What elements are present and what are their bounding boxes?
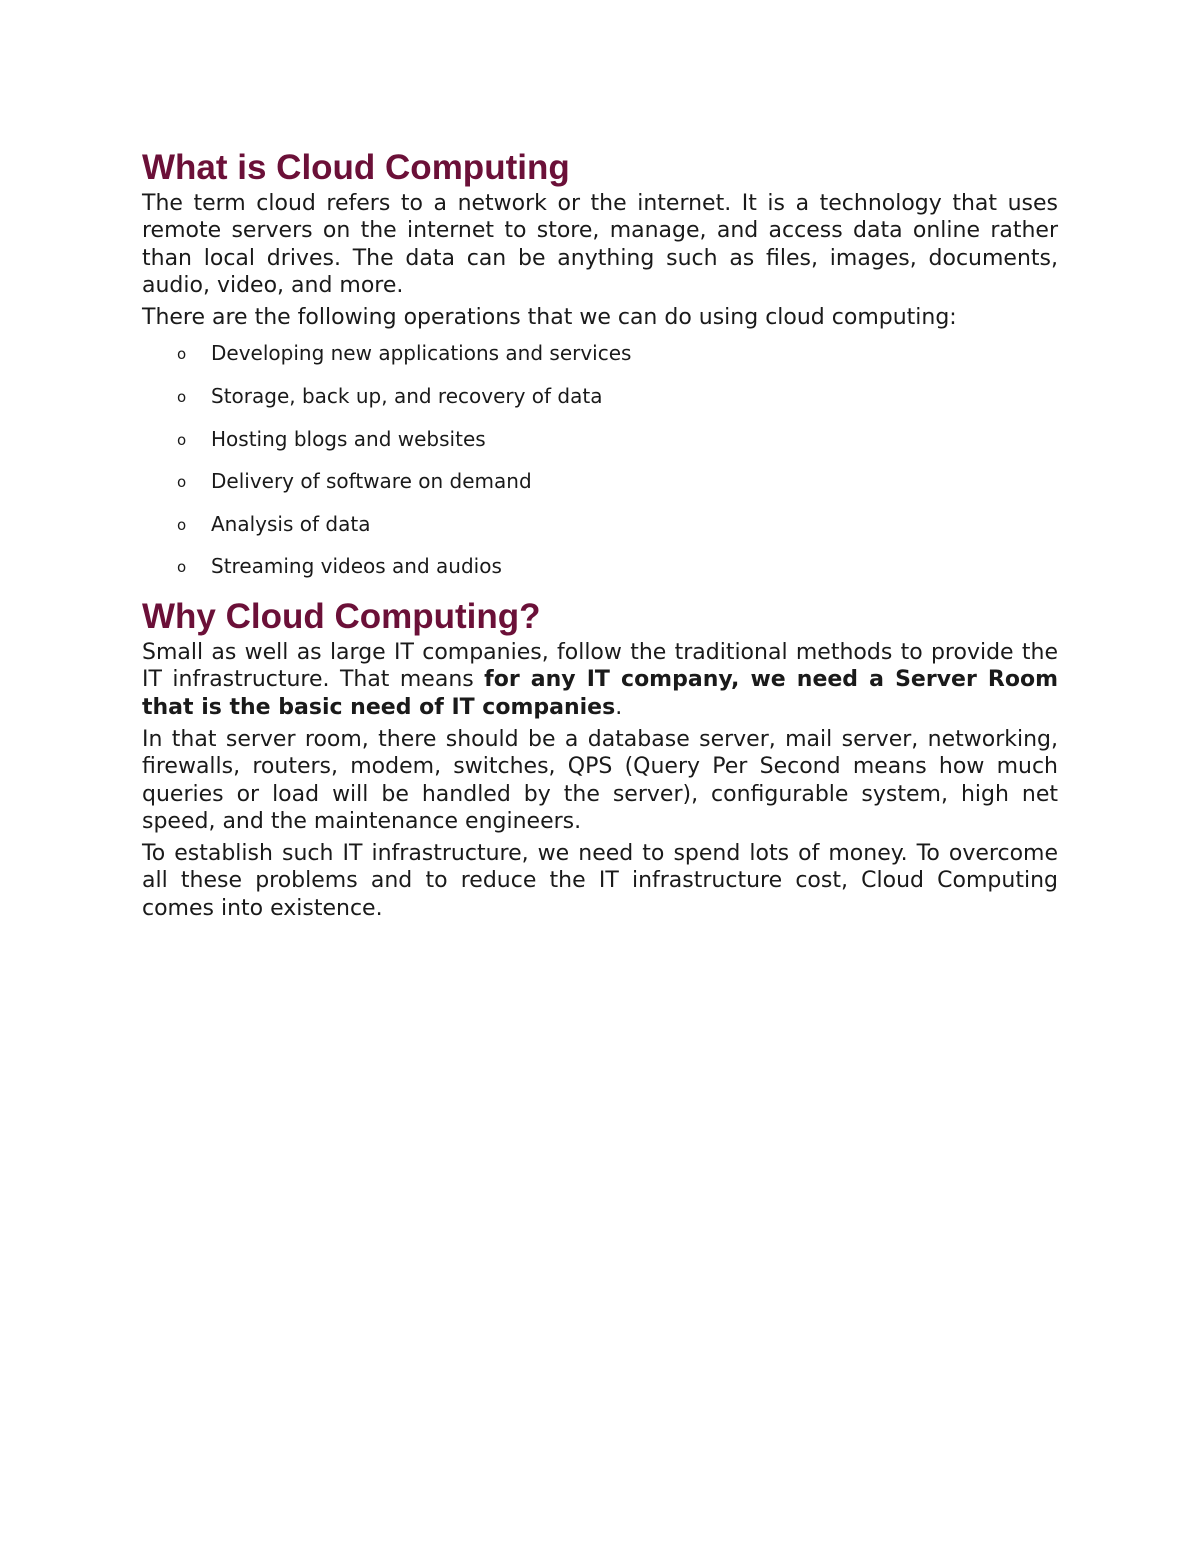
bullet-circle-icon: o	[177, 515, 187, 534]
heading-what-is-cloud-computing: What is Cloud Computing	[142, 148, 570, 187]
list-item-text: Hosting blogs and websites	[211, 426, 486, 451]
heading-why-cloud-computing: Why Cloud Computing?	[142, 597, 541, 637]
list-item	[142, 469, 1058, 512]
bullet-circle-icon: o	[177, 388, 187, 407]
list-item	[142, 427, 1058, 470]
list-item-text: Developing new applications and services	[211, 341, 632, 366]
paragraph-cloud-definition: The term cloud refers to a network or the internet. It is a technology that uses remote servers on the internet to store, manage, and access data online rather than local drives. The data can be anything such as files, images, documents, audio, video, and more.	[142, 191, 1058, 298]
list-item	[142, 384, 1058, 427]
list-item-text: Analysis of data	[211, 511, 371, 536]
list-item-text: Storage, back up, and recovery of data	[211, 384, 603, 409]
paragraph-traditional-methods	[142, 639, 1058, 721]
bullet-circle-icon: o	[177, 558, 187, 577]
paragraph-cost-conclusion: To establish such IT infrastructure, we need to spend lots of money. To overcome all these problems and to reduce the IT infrastructure cost, Cloud Computing comes into existence.	[142, 841, 1058, 921]
document-page	[142, 148, 1058, 927]
paragraph-operations-intro: There are the following operations that we can do using cloud computing:	[142, 305, 957, 331]
paragraph-end-punctuation: .	[615, 694, 623, 720]
list-item	[142, 341, 1058, 384]
list-item	[142, 512, 1058, 555]
list-item-text: Delivery of software on demand	[211, 469, 532, 494]
operations-list	[142, 341, 1058, 597]
bullet-circle-icon: o	[177, 345, 187, 364]
list-item	[142, 554, 1058, 597]
bullet-circle-icon: o	[177, 473, 187, 492]
bold-server-room-phrase: for any IT company, we need a Server Room that is the basic need of IT companies	[142, 667, 1058, 720]
paragraph-intro-text: Small as well as large IT companies, follow the traditional methods to provide the IT infrastructure. That means	[142, 640, 1058, 693]
paragraph-server-room-contents: In that server room, there should be a database server, mail server, networking, firewalls, routers, modem, switches, QPS (Query Per Second means how much queries or load will be handled by the server), configurable system, high net speed, and the maintenance engineers.	[142, 726, 1058, 834]
bullet-circle-icon: o	[177, 430, 187, 449]
list-item-text: Streaming videos and audios	[211, 554, 502, 579]
